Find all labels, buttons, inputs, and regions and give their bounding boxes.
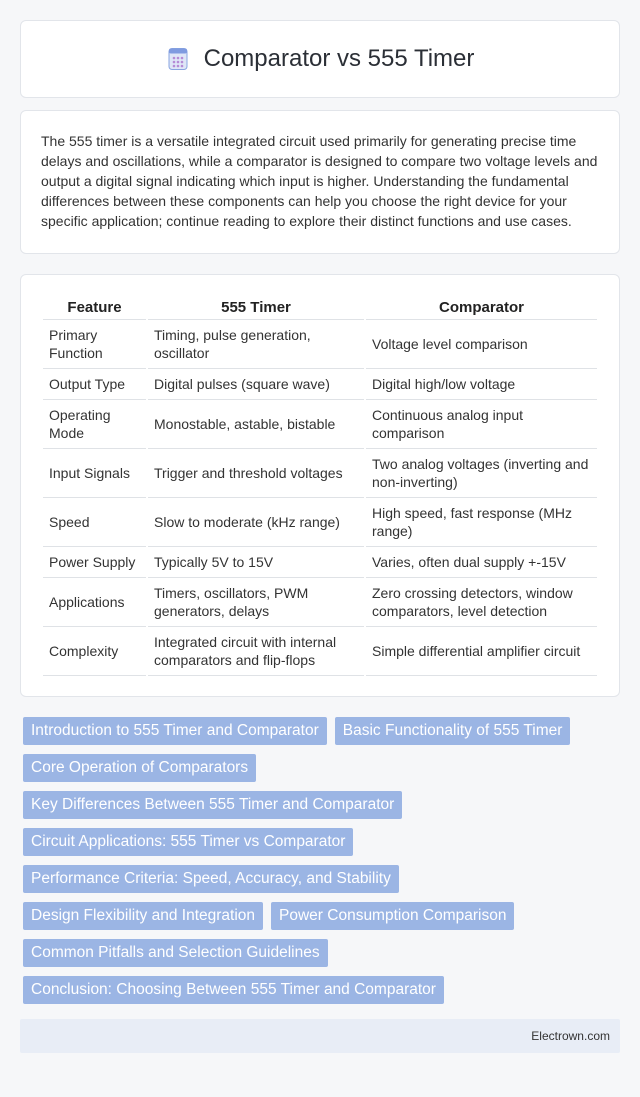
- table-cell-555-timer: Monostable, astable, bistable: [148, 400, 364, 449]
- table-row: [43, 547, 597, 578]
- table-cell-comparator: Zero crossing detectors, window comparators, level detection: [366, 578, 597, 627]
- tag-core-operation[interactable]: Core Operation of Comparators: [23, 754, 256, 782]
- footer-site-name: Electrown.com: [531, 1029, 610, 1043]
- comparison-table: [41, 295, 599, 676]
- table-cell-555-timer: Digital pulses (square wave): [148, 369, 364, 400]
- table-cell-comparator: Varies, often dual supply +-15V: [366, 547, 597, 578]
- topic-tags: [20, 717, 620, 1004]
- intro-text: The 555 timer is a versatile integrated circuit used primarily for generating precise time delays and oscillations, while a comparator is designed to compare two voltage levels and output a digital signal indicating which input is higher. Understanding the fundamental differences between these components can help you choose the right device for your specific application; continue reading to explore their distinct functions and use cases.: [41, 133, 598, 229]
- column-header-555-timer: 555 Timer: [148, 295, 364, 320]
- comparison-table-card: [20, 274, 620, 697]
- table-row: [43, 369, 597, 400]
- table-cell-555-timer: Integrated circuit with internal comparators and flip-flops: [148, 627, 364, 676]
- table-row: [43, 627, 597, 676]
- intro-card: [20, 110, 620, 254]
- tag-common-pitfalls[interactable]: Common Pitfalls and Selection Guidelines: [23, 939, 328, 967]
- table-cell-feature: Output Type: [43, 369, 146, 400]
- table-cell-feature: Operating Mode: [43, 400, 146, 449]
- tag-performance-criteria[interactable]: Performance Criteria: Speed, Accuracy, and Stability: [23, 865, 399, 893]
- tag-design-flexibility[interactable]: Design Flexibility and Integration: [23, 902, 263, 930]
- table-row: [43, 400, 597, 449]
- table-cell-555-timer: Slow to moderate (kHz range): [148, 498, 364, 547]
- table-cell-comparator: Two analog voltages (inverting and non-inverting): [366, 449, 597, 498]
- page-title: Comparator vs 555 Timer: [203, 45, 475, 72]
- table-cell-comparator: Continuous analog input comparison: [366, 400, 597, 449]
- table-cell-comparator: Simple differential amplifier circuit: [366, 627, 597, 676]
- table-cell-comparator: Digital high/low voltage: [366, 369, 597, 400]
- column-header-comparator: Comparator: [366, 295, 597, 320]
- header-card: [20, 20, 620, 98]
- table-cell-555-timer: Timing, pulse generation, oscillator: [148, 320, 364, 369]
- table-cell-feature: Input Signals: [43, 449, 146, 498]
- table-cell-comparator: Voltage level comparison: [366, 320, 597, 369]
- table-cell-feature: Power Supply: [43, 547, 146, 578]
- footer: [20, 1019, 620, 1053]
- table-row: [43, 320, 597, 369]
- tag-conclusion[interactable]: Conclusion: Choosing Between 555 Timer and Comparator: [23, 976, 444, 1004]
- tag-introduction[interactable]: Introduction to 555 Timer and Comparator: [23, 717, 327, 745]
- table-cell-feature: Speed: [43, 498, 146, 547]
- table-row: [43, 578, 597, 627]
- tag-basic-functionality[interactable]: Basic Functionality of 555 Timer: [335, 717, 571, 745]
- table-cell-comparator: High speed, fast response (MHz range): [366, 498, 597, 547]
- table-cell-feature: Primary Function: [43, 320, 146, 369]
- table-cell-555-timer: Typically 5V to 15V: [148, 547, 364, 578]
- table-cell-555-timer: Timers, oscillators, PWM generators, delays: [148, 578, 364, 627]
- table-cell-555-timer: Trigger and threshold voltages: [148, 449, 364, 498]
- tag-power-consumption[interactable]: Power Consumption Comparison: [271, 902, 514, 930]
- table-cell-feature: Applications: [43, 578, 146, 627]
- tag-key-differences[interactable]: Key Differences Between 555 Timer and Comparator: [23, 791, 402, 819]
- table-header-row: [43, 295, 597, 320]
- table-cell-feature: Complexity: [43, 627, 146, 676]
- tag-circuit-applications[interactable]: Circuit Applications: 555 Timer vs Comparator: [23, 828, 353, 856]
- table-row: [43, 498, 597, 547]
- column-header-feature: Feature: [43, 295, 146, 320]
- table-row: [43, 449, 597, 498]
- calculator-icon: [166, 47, 190, 71]
